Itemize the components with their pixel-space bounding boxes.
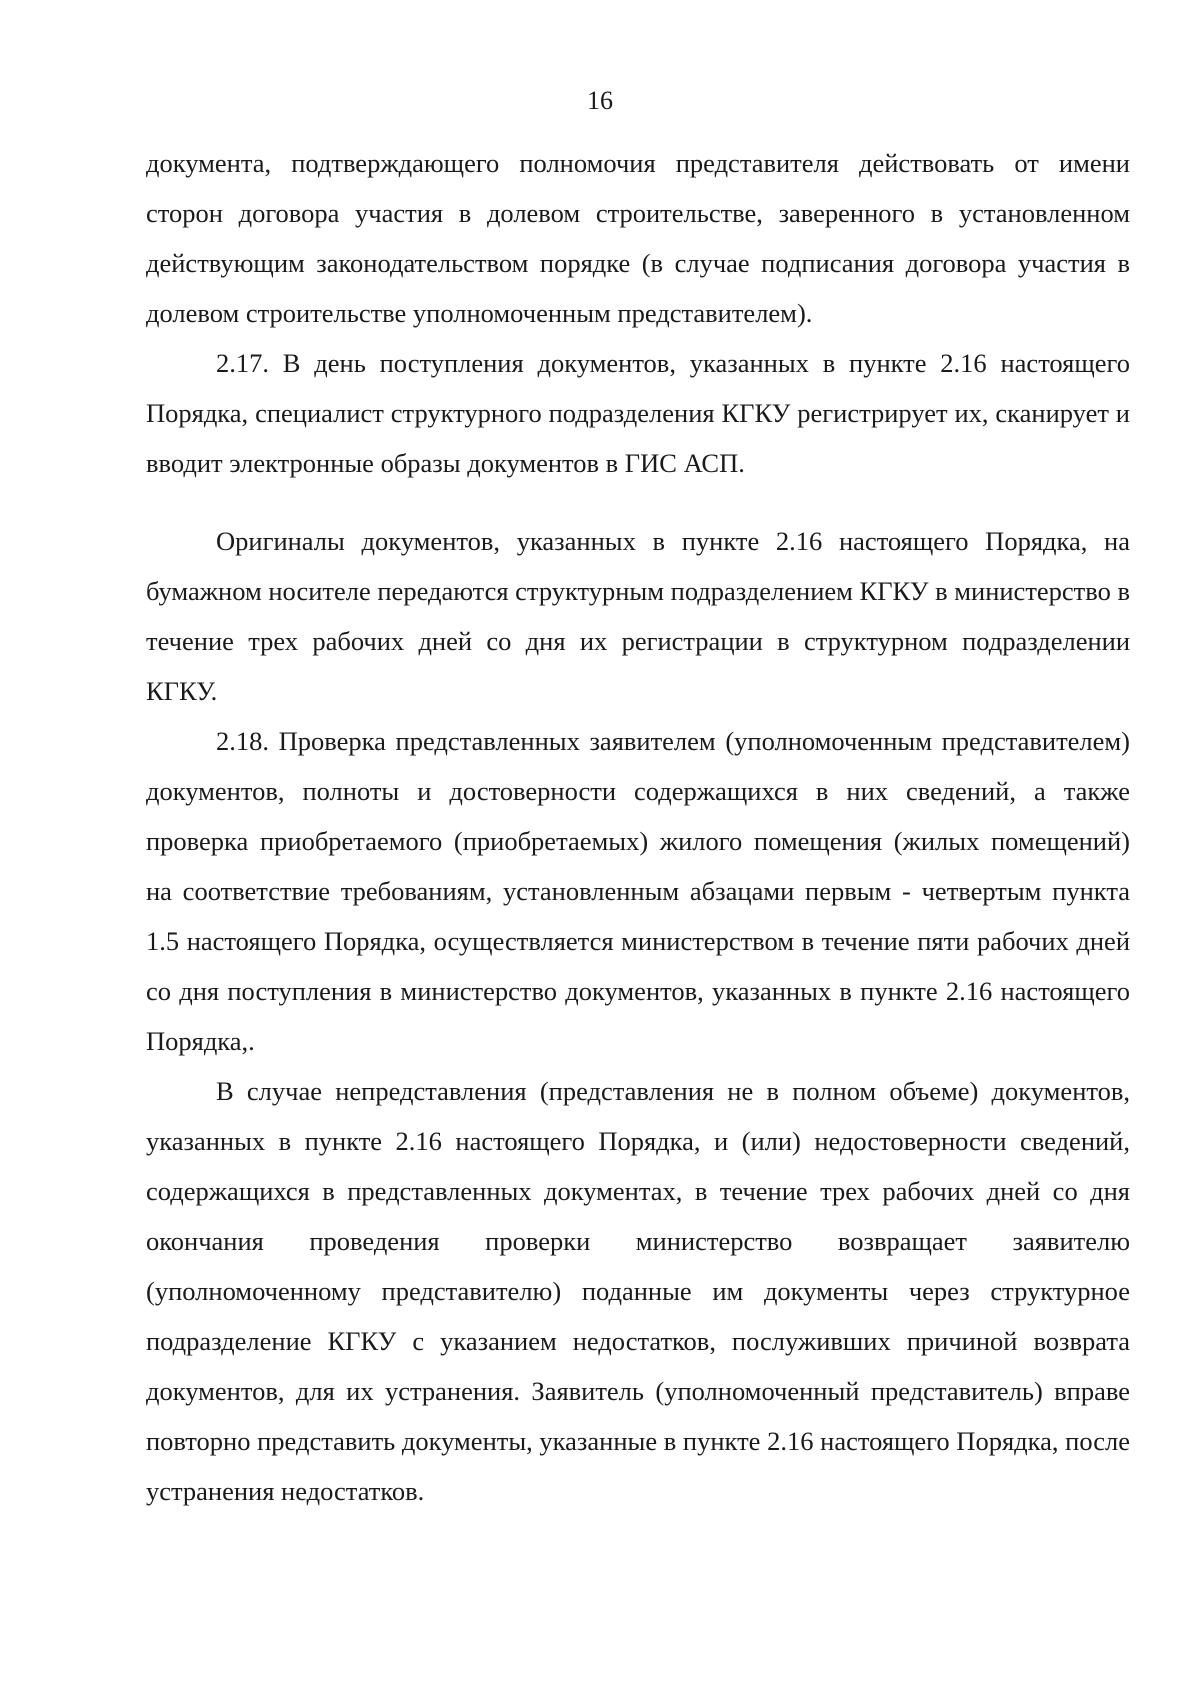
paragraph-2-18: 2.18. Проверка представленных заявителем (уполномоченным представителем) документов, полноты и достоверности содержащихся в них сведений, а также проверка приобретаемого (приобретаемых) жилого помещения (жилых помещений) на соответствие требованиям, установленным абзацами первым - четвертым пункта 1.5 настоящего Порядка, осуществляется министерством в течение пяти рабочих дней со дня поступления в министерство документов, указанных в пункте 2.16 настоящего Порядка,. bbox=[146, 726, 1130, 1056]
page-number: 16 bbox=[587, 86, 613, 115]
paragraph-continuation: документа, подтверждающего полномочия представителя действовать от имени сторон договора участия в долевом строительстве, заверенного в установленном действующим законодательством порядке (в случае подписания договора участия в долевом строительстве уполномоченным представителем). bbox=[146, 148, 1130, 328]
paragraph-nonsubmission: В случае непредставления (представления не в полном объеме) документов, указанных в пункте 2.16 настоящего Порядка, и (или) недостоверности сведений, содержащихся в представленных документах, в течение трех рабочих дней со дня окончания проведения проверки министерство возвращает заявителю (уполномоченному представителю) поданные им документы через структурное подразделение КГКУ с указанием недостатков, послуживших причиной возврата документов, для их устранения. Заявитель (уполномоченный представитель) вправе повторно представить документы, указанные в пункте 2.16 настоящего Порядка, после устранения недостатков. bbox=[146, 1076, 1130, 1506]
paragraph-originals: Оригиналы документов, указанных в пункте 2.16 настоящего Порядка, на бумажном носителе передаются структурным подразделением КГКУ в министерство в течение трех рабочих дней со дня их регистрации в структурном подразделении КГКУ. bbox=[146, 526, 1130, 706]
document-body bbox=[146, 138, 1130, 1516]
paragraph-2-17: 2.17. В день поступления документов, указанных в пункте 2.16 настоящего Порядка, специалист структурного подразделения КГКУ регистрирует их, сканирует и вводит электронные образы документов в ГИС АСП. bbox=[146, 348, 1130, 478]
